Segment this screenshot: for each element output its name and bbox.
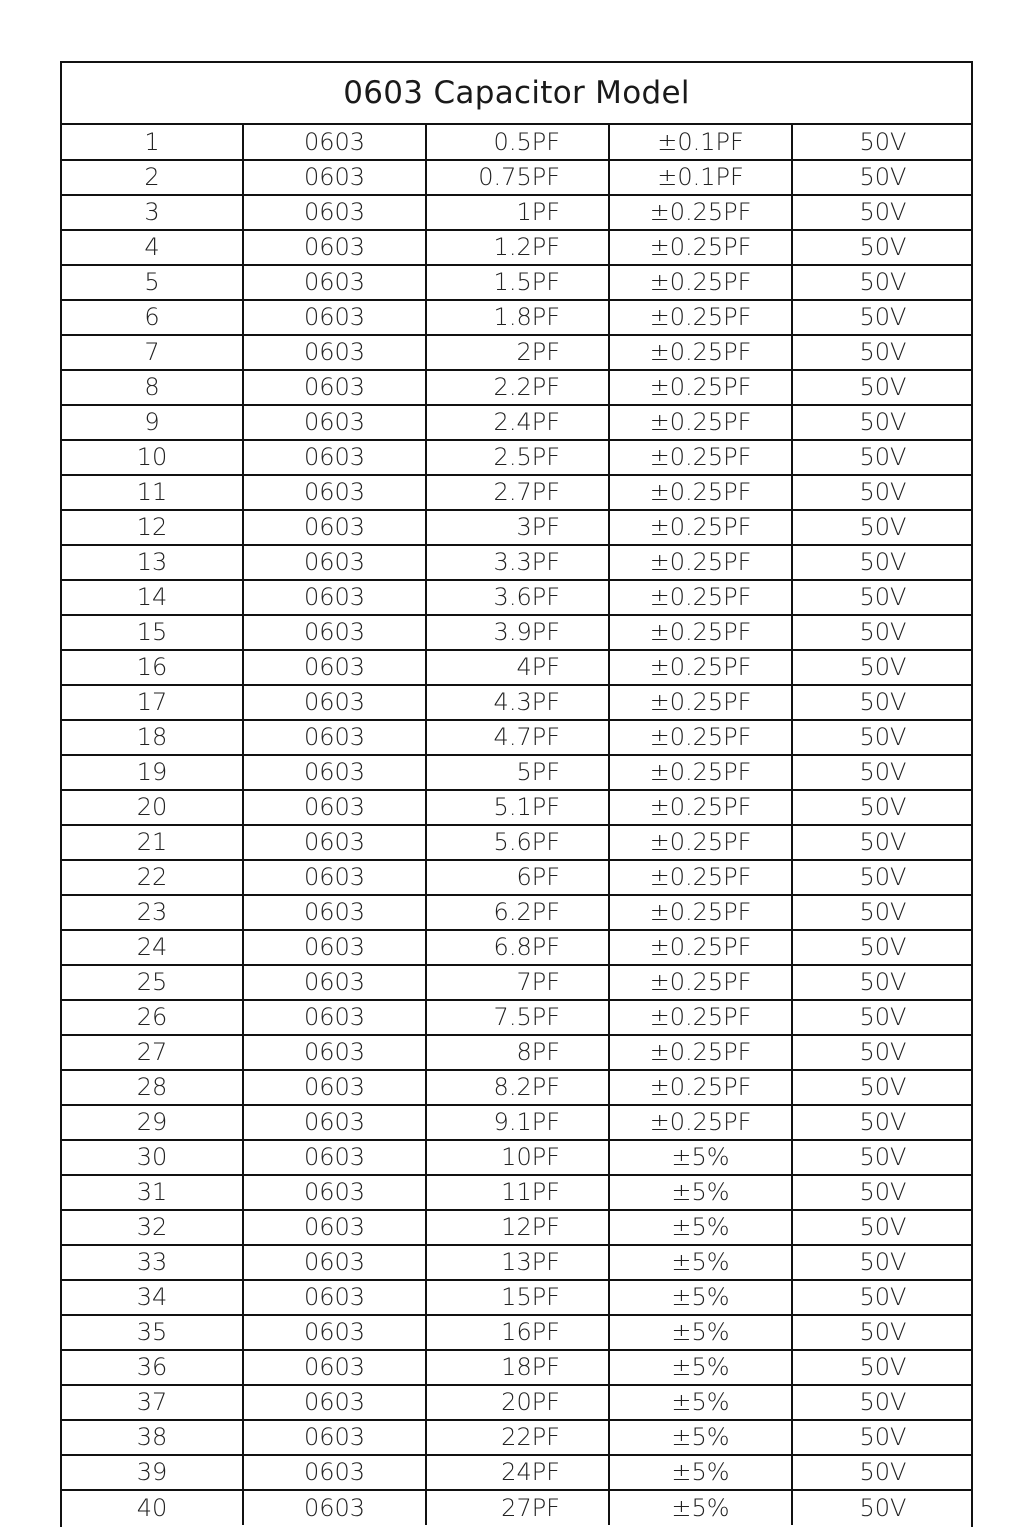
voltage-cell: 50V — [792, 1455, 973, 1490]
voltage-cell: 50V — [792, 685, 973, 720]
row-number-cell: 15 — [62, 615, 243, 650]
row-number-cell: 5 — [62, 265, 243, 300]
row-number-cell: 21 — [62, 825, 243, 860]
capacitance-cell: 1.5PF — [426, 265, 609, 300]
row-number-cell: 13 — [62, 545, 243, 580]
package-cell: 0603 — [243, 545, 426, 580]
table-row — [62, 685, 973, 720]
capacitance-cell: 4.3PF — [426, 685, 609, 720]
capacitance-cell: 5.1PF — [426, 790, 609, 825]
capacitance-cell: 10PF — [426, 1140, 609, 1175]
table-row — [62, 475, 973, 510]
tolerance-cell: ±0.25PF — [609, 1070, 792, 1105]
table-row — [62, 615, 973, 650]
voltage-cell: 50V — [792, 1035, 973, 1070]
table-row — [62, 1140, 973, 1175]
tolerance-cell: ±0.25PF — [609, 440, 792, 475]
table-row — [62, 1280, 973, 1315]
voltage-cell: 50V — [792, 650, 973, 685]
voltage-cell: 50V — [792, 1000, 973, 1035]
capacitance-cell: 15PF — [426, 1280, 609, 1315]
voltage-cell: 50V — [792, 1350, 973, 1385]
table-row — [62, 160, 973, 195]
capacitance-cell: 7.5PF — [426, 1000, 609, 1035]
voltage-cell: 50V — [792, 930, 973, 965]
package-cell: 0603 — [243, 615, 426, 650]
tolerance-cell: ±0.25PF — [609, 230, 792, 265]
package-cell: 0603 — [243, 965, 426, 1000]
voltage-cell: 50V — [792, 545, 973, 580]
capacitance-cell: 6.8PF — [426, 930, 609, 965]
table-row — [62, 1210, 973, 1245]
row-number-cell: 23 — [62, 895, 243, 930]
row-number-cell: 10 — [62, 440, 243, 475]
table-row — [62, 755, 973, 790]
capacitance-cell: 3.9PF — [426, 615, 609, 650]
row-number-cell: 30 — [62, 1140, 243, 1175]
table-row — [62, 335, 973, 370]
voltage-cell: 50V — [792, 230, 973, 265]
table-row — [62, 1490, 973, 1525]
capacitance-cell: 6.2PF — [426, 895, 609, 930]
package-cell: 0603 — [243, 510, 426, 545]
table-row — [62, 300, 973, 335]
package-cell: 0603 — [243, 230, 426, 265]
tolerance-cell: ±0.25PF — [609, 335, 792, 370]
package-cell: 0603 — [243, 895, 426, 930]
table-row — [62, 125, 973, 160]
row-number-cell: 12 — [62, 510, 243, 545]
row-number-cell: 29 — [62, 1105, 243, 1140]
table-row — [62, 650, 973, 685]
table-row — [62, 965, 973, 1000]
tolerance-cell: ±0.25PF — [609, 965, 792, 1000]
capacitance-cell: 8.2PF — [426, 1070, 609, 1105]
package-cell: 0603 — [243, 300, 426, 335]
package-cell: 0603 — [243, 1315, 426, 1350]
row-number-cell: 27 — [62, 1035, 243, 1070]
table-row — [62, 1070, 973, 1105]
capacitance-cell: 6PF — [426, 860, 609, 895]
table-row — [62, 1455, 973, 1490]
table-row — [62, 580, 973, 615]
table-row — [62, 930, 973, 965]
row-number-cell: 38 — [62, 1420, 243, 1455]
table-row — [62, 545, 973, 580]
table-row — [62, 1175, 973, 1210]
capacitance-cell: 3.6PF — [426, 580, 609, 615]
table-row — [62, 825, 973, 860]
capacitance-cell: 1.2PF — [426, 230, 609, 265]
package-cell: 0603 — [243, 755, 426, 790]
package-cell: 0603 — [243, 1000, 426, 1035]
package-cell: 0603 — [243, 195, 426, 230]
row-number-cell: 34 — [62, 1280, 243, 1315]
table-row — [62, 370, 973, 405]
tolerance-cell: ±0.25PF — [609, 895, 792, 930]
table-row — [62, 195, 973, 230]
row-number-cell: 31 — [62, 1175, 243, 1210]
tolerance-cell: ±0.25PF — [609, 930, 792, 965]
row-number-cell: 22 — [62, 860, 243, 895]
table-row — [62, 895, 973, 930]
package-cell: 0603 — [243, 1245, 426, 1280]
tolerance-cell: ±0.25PF — [609, 580, 792, 615]
package-cell: 0603 — [243, 1035, 426, 1070]
row-number-cell: 25 — [62, 965, 243, 1000]
package-cell: 0603 — [243, 1210, 426, 1245]
capacitance-cell: 0.5PF — [426, 125, 609, 160]
package-cell: 0603 — [243, 335, 426, 370]
voltage-cell: 50V — [792, 825, 973, 860]
voltage-cell: 50V — [792, 1070, 973, 1105]
voltage-cell: 50V — [792, 1385, 973, 1420]
capacitance-cell: 7PF — [426, 965, 609, 1000]
voltage-cell: 50V — [792, 475, 973, 510]
capacitance-cell: 5PF — [426, 755, 609, 790]
tolerance-cell: ±0.1PF — [609, 125, 792, 160]
package-cell: 0603 — [243, 1280, 426, 1315]
capacitance-cell: 0.75PF — [426, 160, 609, 195]
voltage-cell: 50V — [792, 1210, 973, 1245]
voltage-cell: 50V — [792, 195, 973, 230]
capacitance-cell: 18PF — [426, 1350, 609, 1385]
voltage-cell: 50V — [792, 1140, 973, 1175]
tolerance-cell: ±0.25PF — [609, 510, 792, 545]
table-row — [62, 1315, 973, 1350]
table-body — [62, 125, 973, 1525]
package-cell: 0603 — [243, 580, 426, 615]
row-number-cell: 16 — [62, 650, 243, 685]
voltage-cell: 50V — [792, 1280, 973, 1315]
capacitance-cell: 12PF — [426, 1210, 609, 1245]
capacitance-cell: 24PF — [426, 1455, 609, 1490]
table-row — [62, 790, 973, 825]
capacitance-cell: 3PF — [426, 510, 609, 545]
package-cell: 0603 — [243, 1140, 426, 1175]
capacitance-cell: 11PF — [426, 1175, 609, 1210]
tolerance-cell: ±0.25PF — [609, 370, 792, 405]
table-row — [62, 1385, 973, 1420]
capacitance-cell: 27PF — [426, 1490, 609, 1525]
capacitance-cell: 2.7PF — [426, 475, 609, 510]
package-cell: 0603 — [243, 440, 426, 475]
tolerance-cell: ±0.25PF — [609, 825, 792, 860]
row-number-cell: 28 — [62, 1070, 243, 1105]
package-cell: 0603 — [243, 1455, 426, 1490]
tolerance-cell: ±0.25PF — [609, 475, 792, 510]
table-row — [62, 860, 973, 895]
table-row — [62, 405, 973, 440]
voltage-cell: 50V — [792, 335, 973, 370]
voltage-cell: 50V — [792, 755, 973, 790]
capacitance-cell: 2.4PF — [426, 405, 609, 440]
row-number-cell: 40 — [62, 1490, 243, 1525]
row-number-cell: 35 — [62, 1315, 243, 1350]
voltage-cell: 50V — [792, 965, 973, 1000]
voltage-cell: 50V — [792, 615, 973, 650]
voltage-cell: 50V — [792, 125, 973, 160]
package-cell: 0603 — [243, 475, 426, 510]
voltage-cell: 50V — [792, 1245, 973, 1280]
capacitance-cell: 8PF — [426, 1035, 609, 1070]
capacitance-cell: 22PF — [426, 1420, 609, 1455]
capacitance-cell: 1PF — [426, 195, 609, 230]
tolerance-cell: ±0.1PF — [609, 160, 792, 195]
row-number-cell: 39 — [62, 1455, 243, 1490]
voltage-cell: 50V — [792, 580, 973, 615]
voltage-cell: 50V — [792, 790, 973, 825]
table-row — [62, 720, 973, 755]
tolerance-cell: ±0.25PF — [609, 1035, 792, 1070]
row-number-cell: 20 — [62, 790, 243, 825]
table-row — [62, 230, 973, 265]
table-row — [62, 1000, 973, 1035]
capacitance-cell: 20PF — [426, 1385, 609, 1420]
voltage-cell: 50V — [792, 1105, 973, 1140]
voltage-cell: 50V — [792, 160, 973, 195]
voltage-cell: 50V — [792, 720, 973, 755]
voltage-cell: 50V — [792, 1175, 973, 1210]
voltage-cell: 50V — [859, 1493, 907, 1522]
voltage-cell: 50V — [792, 405, 973, 440]
package-cell: 0603 — [243, 930, 426, 965]
tolerance-cell: ±5% — [609, 1140, 792, 1175]
capacitance-cell: 5.6PF — [426, 825, 609, 860]
tolerance-cell: ±5% — [609, 1315, 792, 1350]
tolerance-cell: ±0.25PF — [609, 405, 792, 440]
tolerance-cell: ±0.25PF — [609, 265, 792, 300]
tolerance-cell: ±0.25PF — [609, 1105, 792, 1140]
voltage-cell: 50V — [792, 895, 973, 930]
package-cell: 0603 — [243, 650, 426, 685]
row-number-cell: 18 — [62, 720, 243, 755]
row-number-cell: 19 — [62, 755, 243, 790]
capacitance-cell: 4.7PF — [426, 720, 609, 755]
package-cell: 0603 — [243, 1175, 426, 1210]
package-cell: 0603 — [243, 405, 426, 440]
table-row — [62, 1105, 973, 1140]
capacitance-cell: 1.8PF — [426, 300, 609, 335]
capacitor-table-sheet — [60, 61, 973, 1527]
tolerance-cell: ±0.25PF — [609, 755, 792, 790]
row-number-cell: 17 — [62, 685, 243, 720]
tolerance-cell: ±5% — [609, 1350, 792, 1385]
row-number-cell: 37 — [62, 1385, 243, 1420]
tolerance-cell: ±0.25PF — [609, 195, 792, 230]
tolerance-cell: ±0.25PF — [609, 790, 792, 825]
package-cell: 0603 — [243, 125, 426, 160]
capacitor-table — [62, 125, 973, 1525]
package-cell: 0603 — [243, 685, 426, 720]
voltage-cell: 50V — [792, 1315, 973, 1350]
package-cell: 0603 — [243, 1420, 426, 1455]
package-cell: 0603 — [243, 825, 426, 860]
table-row — [62, 1420, 973, 1455]
tolerance-cell: ±0.25PF — [609, 685, 792, 720]
row-number-cell: 11 — [62, 475, 243, 510]
table-row — [62, 510, 973, 545]
tolerance-cell: ±5% — [609, 1385, 792, 1420]
row-number-cell: 4 — [62, 230, 243, 265]
capacitance-cell: 9.1PF — [426, 1105, 609, 1140]
row-number-cell: 2 — [62, 160, 243, 195]
row-number-cell: 3 — [62, 195, 243, 230]
tolerance-cell: ±5% — [609, 1175, 792, 1210]
voltage-cell: 50V — [792, 265, 973, 300]
package-cell: 0603 — [243, 1105, 426, 1140]
package-cell: 0603 — [243, 1070, 426, 1105]
row-number-cell: 32 — [62, 1210, 243, 1245]
capacitance-cell: 4PF — [426, 650, 609, 685]
table-row — [62, 1245, 973, 1280]
tolerance-cell: ±0.25PF — [609, 545, 792, 580]
tolerance-cell: ±5% — [609, 1455, 792, 1490]
row-number-cell: 24 — [62, 930, 243, 965]
tolerance-cell: ±5% — [609, 1490, 792, 1525]
capacitance-cell: 16PF — [426, 1315, 609, 1350]
package-cell: 0603 — [243, 1490, 426, 1525]
capacitance-cell: 3.3PF — [426, 545, 609, 580]
package-cell: 0603 — [243, 160, 426, 195]
package-cell: 0603 — [243, 370, 426, 405]
row-number-cell: 14 — [62, 580, 243, 615]
tolerance-cell: ±0.25PF — [609, 650, 792, 685]
package-cell: 0603 — [243, 1385, 426, 1420]
tolerance-cell: ±5% — [609, 1280, 792, 1315]
row-number-cell: 1 — [62, 125, 243, 160]
tolerance-cell: ±0.25PF — [609, 300, 792, 335]
tolerance-cell: ±0.25PF — [609, 1000, 792, 1035]
table-row — [62, 440, 973, 475]
tolerance-cell: ±0.25PF — [609, 615, 792, 650]
row-number-cell: 8 — [62, 370, 243, 405]
tolerance-cell: ±5% — [609, 1420, 792, 1455]
package-cell: 0603 — [243, 790, 426, 825]
row-number-cell: 6 — [62, 300, 243, 335]
row-number-cell: 9 — [62, 405, 243, 440]
row-number-cell: 7 — [62, 335, 243, 370]
capacitance-cell: 2PF — [426, 335, 609, 370]
row-number-cell: 33 — [62, 1245, 243, 1280]
voltage-cell: 50V — [792, 1420, 973, 1455]
row-number-cell: 26 — [62, 1000, 243, 1035]
voltage-cell: 50V — [792, 370, 973, 405]
voltage-cell: 50V — [792, 300, 973, 335]
table-row — [62, 1350, 973, 1385]
voltage-cell: 50V — [792, 860, 973, 895]
voltage-cell: 50V — [792, 440, 973, 475]
package-cell: 0603 — [243, 1350, 426, 1385]
capacitance-cell: 2.2PF — [426, 370, 609, 405]
package-cell: 0603 — [243, 720, 426, 755]
tolerance-cell: ±0.25PF — [609, 860, 792, 895]
capacitance-cell: 13PF — [426, 1245, 609, 1280]
capacitance-cell: 2.5PF — [426, 440, 609, 475]
package-cell: 0603 — [243, 860, 426, 895]
table-title: 0603 Capacitor Model — [62, 63, 971, 125]
row-number-cell: 36 — [62, 1350, 243, 1385]
voltage-cell: 50V — [792, 510, 973, 545]
table-row — [62, 1035, 973, 1070]
table-row — [62, 265, 973, 300]
tolerance-cell: ±5% — [609, 1210, 792, 1245]
tolerance-cell: ±0.25PF — [609, 720, 792, 755]
package-cell: 0603 — [243, 265, 426, 300]
tolerance-cell: ±5% — [609, 1245, 792, 1280]
